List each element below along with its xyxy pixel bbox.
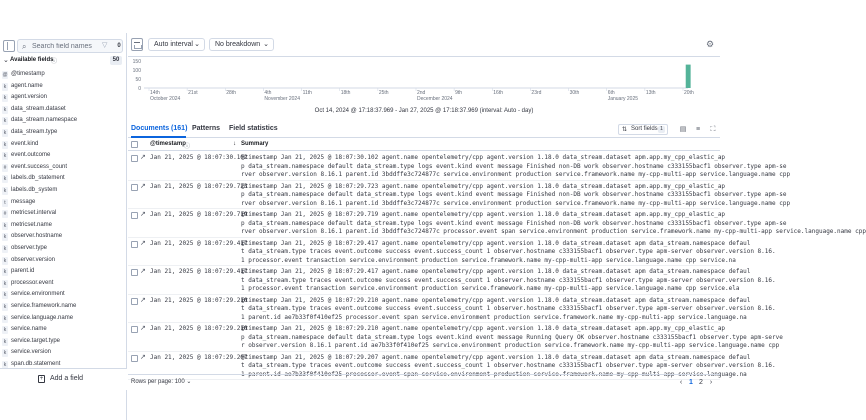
available-fields-label: Available fields [10,57,54,63]
field-name: agent.name [11,82,43,89]
density-icon[interactable]: ≡ [695,126,701,133]
field-item[interactable] [0,337,127,349]
field-type-icon: # [3,211,7,218]
field-type-icon: k [3,95,7,102]
sort-desc-icon[interactable]: ↓ [233,141,236,147]
field-type-icon: k [3,304,7,310]
field-name: event.outcome [11,152,51,159]
table-row[interactable] [128,152,791,181]
x-tick-month-label: January 2025 [607,96,639,102]
summary-line: 1 processor.event transaction service.environment production service.framework.name my-cpp-multi-app service.language.name cpp service.ela [241,285,740,292]
summary-line: t data_stream.type traces event.outcome success event.success_count 1 observer.hostname c333155bacf1 observer.type apm-server observer.version 8.16. [241,305,776,312]
x-tick-day-label: 18th [340,90,351,96]
field-type-icon: k [3,130,7,136]
field-item[interactable] [0,93,127,105]
row-summary [241,239,776,266]
row-summary [241,182,791,209]
summary-line: t data_stream.type traces event.outcome success event.success_count 1 observer.hostname c333155bacf1 observer.type apm-server observer.version 8.16. [241,248,776,255]
table-row[interactable] [128,209,866,238]
expand-icon[interactable]: ↗ [140,268,146,275]
interval-select[interactable] [148,38,205,51]
row-checkbox[interactable] [131,355,138,362]
field-name: @timestamp [11,71,45,77]
pagination [676,377,716,389]
field-name: event.kind [11,140,39,147]
field-item[interactable] [0,290,127,302]
field-name: agent.version [11,94,48,101]
expand-icon[interactable]: ↗ [140,239,146,247]
x-tick-day-label: 28th [226,90,237,96]
column-header-timestamp[interactable]: @timestamp [150,141,186,147]
chevron-down-icon[interactable]: ⌄ [3,57,9,64]
field-type-icon: k [3,234,7,241]
summary-line: p data_stream.namespace default data_stream.type logs event.kind event message Running Query OK observer.hostname c333155bacf1 observer.type apm-serve [241,333,783,341]
row-summary [241,268,776,294]
x-tick-day-label: 9th [455,90,463,96]
field-name: observer.hostname [11,233,63,240]
field-name: service.version [11,349,52,356]
histogram-chart [128,57,720,122]
field-item[interactable] [0,314,127,326]
table-row[interactable] [128,266,776,295]
field-type-icon: k [3,257,7,264]
field-name: processor.event [11,279,54,286]
field-name: event.success_count [11,163,68,170]
field-item[interactable] [0,279,127,291]
time-range-caption: Oct 14, 2024 @ 17:18:37.969 - Jan 27, 2025 @ 17:18:37.969 (interval: Auto - day) [314,108,534,114]
summary-line: t data_stream.type traces event.outcome success event.success_count 1 observer.hostname c333155bacf1 observer.type apm-server observer.version 8.16. [241,276,776,284]
field-name: span.db.statement [11,361,61,367]
row-timestamp: Jan 21, 2025 @ 18:07:29.723 [150,182,248,190]
summary-line: 1 parent.id ae7b33f0f410ef25 processor.event span service.environment production service.framework.name my-cpp-multi-app service.language.na [241,370,747,378]
x-tick-day-label: 30th [569,90,580,96]
select-all-checkbox[interactable] [131,141,138,148]
field-search-box[interactable] [17,39,123,53]
row-timestamp: Jan 21, 2025 @ 18:07:29.417 [150,239,248,247]
sort-icon: ⇅ [622,127,628,133]
expand-icon[interactable]: ↗ [140,182,146,190]
add-field-label: Add a field [50,375,84,382]
info-icon[interactable]: ⓘ [184,144,191,150]
documents-table [128,139,866,378]
results-tabs [128,122,720,138]
x-tick-day-label: 16th [493,90,504,96]
field-name: labels.db_statement [11,175,65,182]
field-type-icon: k [3,269,7,276]
field-name: data_stream.dataset [11,105,66,112]
previous-page-icon[interactable]: ‹ [679,379,683,386]
field-item[interactable] [0,302,127,314]
summary-line: rver observer.version 8.16.1 parent.id 3bddffe3c724877c service.environment production service.framework.name my-cpp-multi-app service.language.name cpp [241,199,791,207]
row-summary [241,211,866,237]
row-timestamp: Jan 21, 2025 @ 18:07:29.210 [150,296,248,304]
row-checkbox[interactable] [131,212,138,219]
field-type-icon: k [3,362,7,368]
row-timestamp: Jan 21, 2025 @ 18:07:30.102 [150,154,248,161]
x-tick-day-label: 21st [188,90,198,96]
field-item[interactable] [0,186,127,198]
row-checkbox[interactable] [131,269,138,276]
rows-per-page-label: Rows per page: 100 [131,379,185,385]
field-item[interactable] [0,198,127,210]
row-checkbox[interactable] [131,241,138,248]
x-tick-month-label: December 2024 [417,96,453,102]
field-item[interactable] [0,232,127,244]
field-item[interactable] [0,244,127,256]
search-icon: ⌕ [22,42,27,51]
sidebar-search-bar [0,38,127,54]
field-item[interactable] [0,174,127,186]
summary-line: p data_stream.namespace default data_stream.type logs event.kind event message Finished non-DB work observer.hostname c333155bacf1 observer.type apm-se [241,219,787,227]
summary-line: @timestamp Jan 21, 2025 @ 18:07:30.102 agent.name opentelemetry/cpp agent.version 1.18.0 data_stream.dataset apm.app.my_cpp_elastic_ap [241,154,726,161]
field-type-icon: k [3,350,7,357]
field-name: parent.id [11,268,35,275]
summary-line: rver observer.version 8.16.1 parent.id 3bddffe3c724877c service.environment production service.framework.name my-cpp-multi-app service.language.name cpp [241,171,791,178]
x-tick-month-label: November 2024 [264,96,301,102]
available-fields-count: 50 [110,56,122,65]
x-tick-day-label: 23rd [531,90,542,96]
field-name: labels.db_system [11,187,58,193]
x-tick-day-label: 14th [150,90,160,96]
field-item[interactable] [0,267,127,279]
summary-line: p data_stream.namespace default data_stream.type logs event.kind event message Finished non-DB work observer.hostname c333155bacf1 observer.type apm-se [241,191,787,198]
add-field-button[interactable] [38,375,98,386]
expand-icon[interactable]: ↗ [140,211,146,218]
row-timestamp: Jan 21, 2025 @ 18:07:29.719 [150,211,248,218]
field-item[interactable] [0,348,127,360]
y-tick-label: 100 [132,68,141,74]
field-sidebar [0,33,127,420]
field-name: service.target.type [11,337,61,344]
summary-line: @timestamp Jan 21, 2025 @ 18:07:29.417 agent.name opentelemetry/cpp agent.version 1.18.0 data_stream.dataset apm data_stream.namespace defaul [241,268,751,275]
summary-line: 1 parent.id ae7b33f0f410ef25 processor.event span service.environment production service.framework.name my-cpp-multi-app service.language.na [241,313,747,321]
table-row[interactable] [128,323,783,352]
field-type-icon: k [3,292,7,299]
field-type-icon: k [3,315,7,322]
field-type-icon: @ [2,72,8,78]
x-tick-day-label: 11th [302,90,312,96]
column-header-summary[interactable]: Summary [241,141,269,147]
display-options-icon[interactable]: ▤ [679,126,687,133]
tab-documents[interactable]: Documents (161) [131,125,188,132]
breakdown-label: No breakdown [215,41,261,48]
field-type-icon: k [3,280,7,287]
page-1-button[interactable]: 1 [689,379,693,386]
histogram-toolbar [128,33,720,57]
field-item[interactable] [0,221,127,233]
row-timestamp: Jan 21, 2025 @ 18:07:29.210 [150,325,248,332]
x-tick-day-label: 2nd [417,90,426,96]
field-item[interactable] [0,82,127,94]
summary-line: 1 processor.event transaction service.environment production service.framework.name my-cpp-multi-app service.language.name cpp service.na [241,256,736,264]
row-summary [241,154,791,180]
field-type-icon: t [2,199,8,207]
calendar-icon[interactable] [131,38,143,51]
field-type-icon: k [3,141,7,148]
interval-label: Auto interval [154,41,193,48]
field-type-icon: k [3,106,7,113]
table-row[interactable] [128,295,776,324]
summary-line: @timestamp Jan 21, 2025 @ 18:07:29.417 agent.name opentelemetry/cpp agent.version 1.18.0 data_stream.dataset apm data_stream.namespace defaul [241,239,751,247]
tab-patterns[interactable]: Patterns [192,125,221,132]
expand-icon[interactable]: ↗ [140,296,146,304]
y-tick-label: 0 [138,86,141,92]
field-item[interactable] [0,116,127,128]
y-tick-label: 50 [135,77,141,83]
row-timestamp: Jan 21, 2025 @ 18:07:29.417 [150,268,248,275]
field-item[interactable] [0,128,127,140]
next-page-icon[interactable]: › [709,379,713,386]
filter-count: 0 [117,43,121,49]
row-checkbox[interactable] [131,298,138,305]
page-2-button[interactable]: 2 [699,379,703,386]
filter-icon[interactable]: ▽ [102,42,108,49]
row-timestamp: Jan 21, 2025 @ 18:07:29.207 [150,353,248,361]
breakdown-select[interactable] [209,38,274,51]
add-field-bar [0,368,127,390]
info-icon[interactable]: ⓘ [51,59,58,65]
x-tick-day-label: 4th [264,90,272,96]
summary-line: @timestamp Jan 21, 2025 @ 18:07:29.207 agent.name opentelemetry/cpp agent.version 1.18.0 data_stream.dataset apm data_stream.namespace defaul [241,353,751,361]
summary-line: rver observer.version 8.16.1 parent.id 3bddffe3c724877c processor.event span service.environment production service.framework.name my-cpp-multi-app service.language.name cpp [241,228,866,235]
chart-options-icon[interactable]: ⚙ [705,39,715,49]
field-type-icon: # [3,164,7,171]
table-header [128,139,720,151]
available-fields-header[interactable] [0,56,127,68]
histogram-bar [686,65,691,88]
row-checkbox[interactable] [131,155,138,162]
add-icon: + [39,376,44,382]
active-tab-indicator [131,136,186,138]
search-field-names-input[interactable] [32,41,94,51]
x-tick-day-label: 25th [378,90,389,96]
field-name: data_stream.type [11,129,58,135]
table-row[interactable] [128,181,791,210]
field-item[interactable] [0,70,127,82]
field-type-icon: k [3,338,7,345]
row-checkbox[interactable] [131,326,138,333]
summary-line: r observer.version 8.16.1 parent.id ae7b33f0f410ef25 service.environment production service.framework.name my-cpp-multi-app service.language.name cpp [241,342,780,349]
field-item[interactable] [0,151,127,163]
field-name: data_stream.namespace [11,117,78,124]
x-tick-month-label: October 2024 [150,96,181,102]
field-type-icon: k [3,246,7,252]
field-name: message [11,198,36,205]
field-name: service.language.name [11,314,74,321]
summary-line: @timestamp Jan 21, 2025 @ 18:07:29.210 agent.name opentelemetry/cpp agent.version 1.18.0 data_stream.dataset apm data_stream.namespace defaul [241,296,751,304]
sort-fields-button[interactable] [618,124,668,135]
field-item[interactable] [0,325,127,337]
collapse-sidebar-icon[interactable] [3,40,15,52]
field-name: service.framework.name [11,303,77,309]
sort-count: 1 [658,126,665,133]
fullscreen-icon[interactable]: ⛶ [710,126,716,133]
field-type-icon: k [3,327,7,334]
histogram-svg [128,57,720,107]
field-item[interactable] [0,256,127,268]
chevron-down-icon: ⌄ [194,41,200,48]
field-type-icon: k [3,188,7,194]
expand-icon[interactable]: ↗ [140,353,146,361]
x-tick-day-label: 20th [684,90,694,96]
summary-line: @timestamp Jan 21, 2025 @ 18:07:29.210 agent.name opentelemetry/cpp agent.version 1.18.0 data_stream.dataset apm.app.my_cpp_elastic_ap [241,325,726,332]
row-summary [241,296,776,323]
x-tick-day-label: 13th [645,90,656,96]
field-name: metricset.interval [11,210,57,217]
field-name: metricset.name [11,221,53,228]
x-tick-day-label: 6th [607,90,615,96]
field-item[interactable] [0,105,127,117]
sort-fields-label: Sort fields [631,126,658,132]
table-row[interactable] [128,238,776,267]
table-footer [128,374,720,390]
field-type-icon: k [3,222,7,229]
field-type-icon: k [3,176,7,183]
field-type-icon: k [3,118,7,125]
y-tick-label: 150 [132,59,141,65]
chevron-down-icon: ⌄ [186,379,192,385]
field-name: observer.version [11,256,56,263]
field-name: service.environment [11,291,65,298]
summary-line: t data_stream.type traces event.outcome success event.success_count 1 observer.hostname c333155bacf1 observer.type apm-server observer.version 8.16. [241,362,776,369]
field-type-icon: k [3,153,7,160]
summary-line: p data_stream.namespace default data_stream.type logs event.kind event message Finished non-DB work observer.hostname c333155bacf1 observer.type apm-se [241,162,787,170]
field-name: observer.type [11,245,48,251]
field-item[interactable] [0,209,127,221]
field-item[interactable] [0,140,127,152]
tab-field-statistics[interactable]: Field statistics [229,125,278,132]
summary-line: @timestamp Jan 21, 2025 @ 18:07:29.719 agent.name opentelemetry/cpp agent.version 1.18.0 data_stream.dataset apm.app.my_cpp_elastic_ap [241,211,726,218]
rows-per-page-select[interactable] [131,378,191,385]
field-list [0,70,127,386]
chevron-down-icon: ⌄ [263,41,269,48]
row-checkbox[interactable] [131,184,138,191]
expand-icon[interactable]: ↗ [140,154,146,161]
summary-line: @timestamp Jan 21, 2025 @ 18:07:29.723 agent.name opentelemetry/cpp agent.version 1.18.0 data_stream.dataset apm.app.my_cpp_elastic_ap [241,182,726,190]
field-item[interactable] [0,163,127,175]
field-name: service.name [11,326,47,333]
expand-icon[interactable]: ↗ [140,325,146,332]
field-type-icon: k [3,83,7,90]
row-summary [241,325,783,351]
